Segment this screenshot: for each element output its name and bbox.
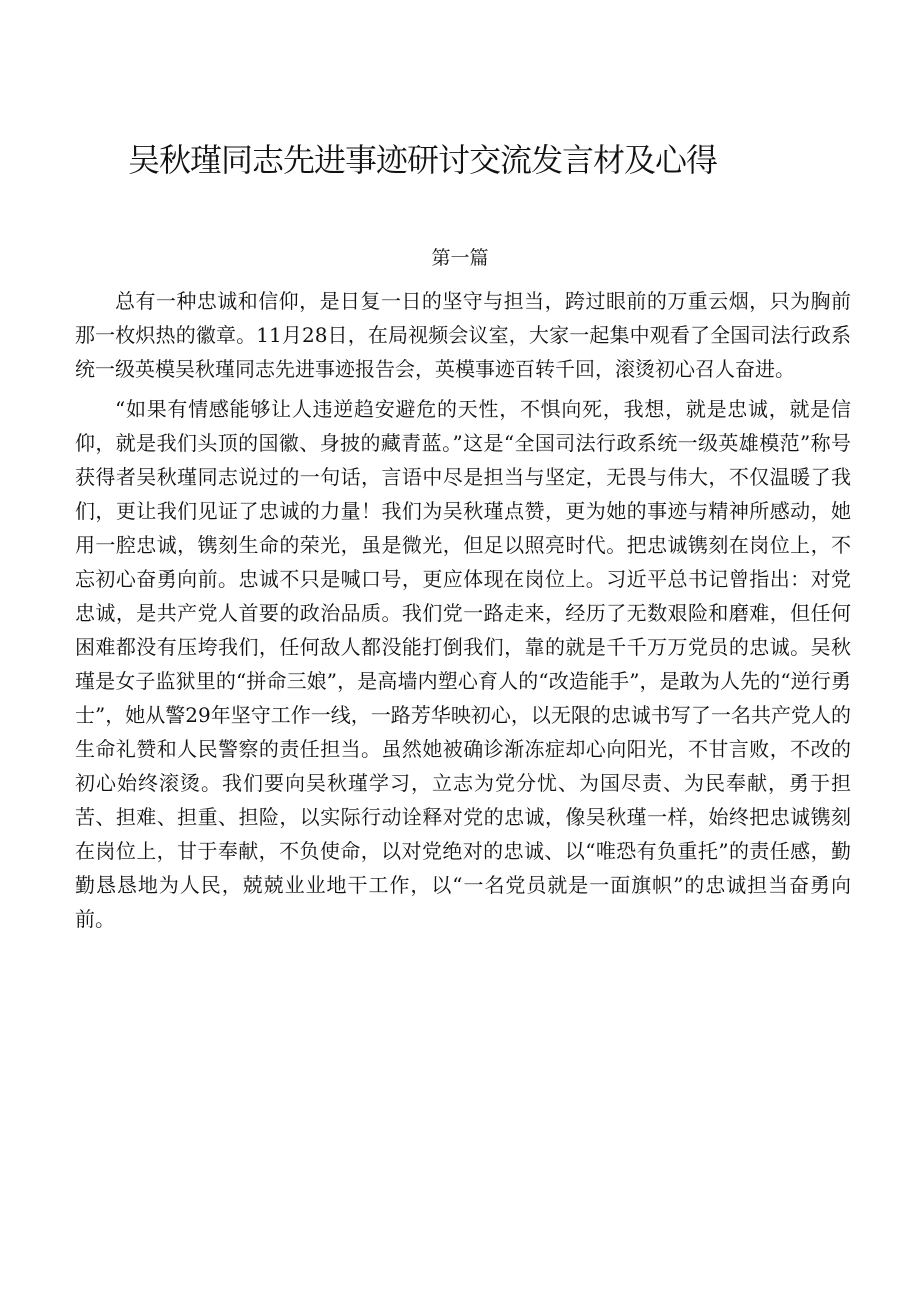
document-body	[75, 284, 851, 936]
paragraph-1: 总有一种忠诚和信仰，是日复一日的坚守与担当，跨过眼前的万重云烟，只为胸前那一枚炽热的徽章。11月28日，在局视频会议室，大家一起集中观看了全国司法行政系统一级英模吴秋瑾同志先进事迹报告会，英模事迹百转千回，滚烫初心召人奋进。	[75, 289, 851, 381]
section-heading: 第一篇	[431, 247, 489, 269]
paragraph-2: “如果有情感能够让人违逆趋安避危的天性，不惧向死，我想，就是忠诚，就是信仰，就是我们头顶的国徽、身披的藏青蓝。”这是“全国司法行政系统一级英雄模范”称号获得者吴秋瑾同志说过的一句话，言语中尽是担当与坚定，无畏与伟大，不仅温暖了我们，更让我们见证了忠诚的力量！我们为吴秋瑾点赞，更为她的事迹与精神所感动，她用一腔忠诚，镌刻生命的荣光，虽是微光，但足以照亮时代。把忠诚镌刻在岗位上，不忘初心奋勇向前。忠诚不只是喊口号，更应体现在岗位上。习近平总书记曾指出：对党忠诚，是共产党人首要的政治品质。我们党一路走来，经历了无数艰险和磨难，但任何困难都没有压垮我们，任何敌人都没能打倒我们，靠的就是千千万万党员的忠诚。吴秋瑾是女子监狱里的“拼命三娘”，是高墙内塑心育人的“改造能手”，是敢为人先的“逆行勇士”，她从警29年坚守工作一线，一路芳华映初心，以无限的忠诚书写了一名共产党人的生命礼赞和人民警察的责任担当。虽然她被确诊渐冻症却心向阳光，不甘言败，不改的初心始终滚烫。我们要向吴秋瑾学习，立志为党分忧、为国尽责、为民奉献，勇于担苦、担难、担重、担险，以实际行动诠释对党的忠诚，像吴秋瑾一样，始终把忠诚镌刻在岗位上，甘于奉献，不负使命，以对党绝对的忠诚、以“唯恐有负重托”的责任感，勤勤恳恳地为人民，兢兢业业地干工作，以“一名党员就是一面旗帜”的忠诚担当奋勇向前。	[75, 397, 851, 931]
document-title: 吴秋瑾同志先进事迹研讨交流发言材及心得	[128, 141, 718, 179]
